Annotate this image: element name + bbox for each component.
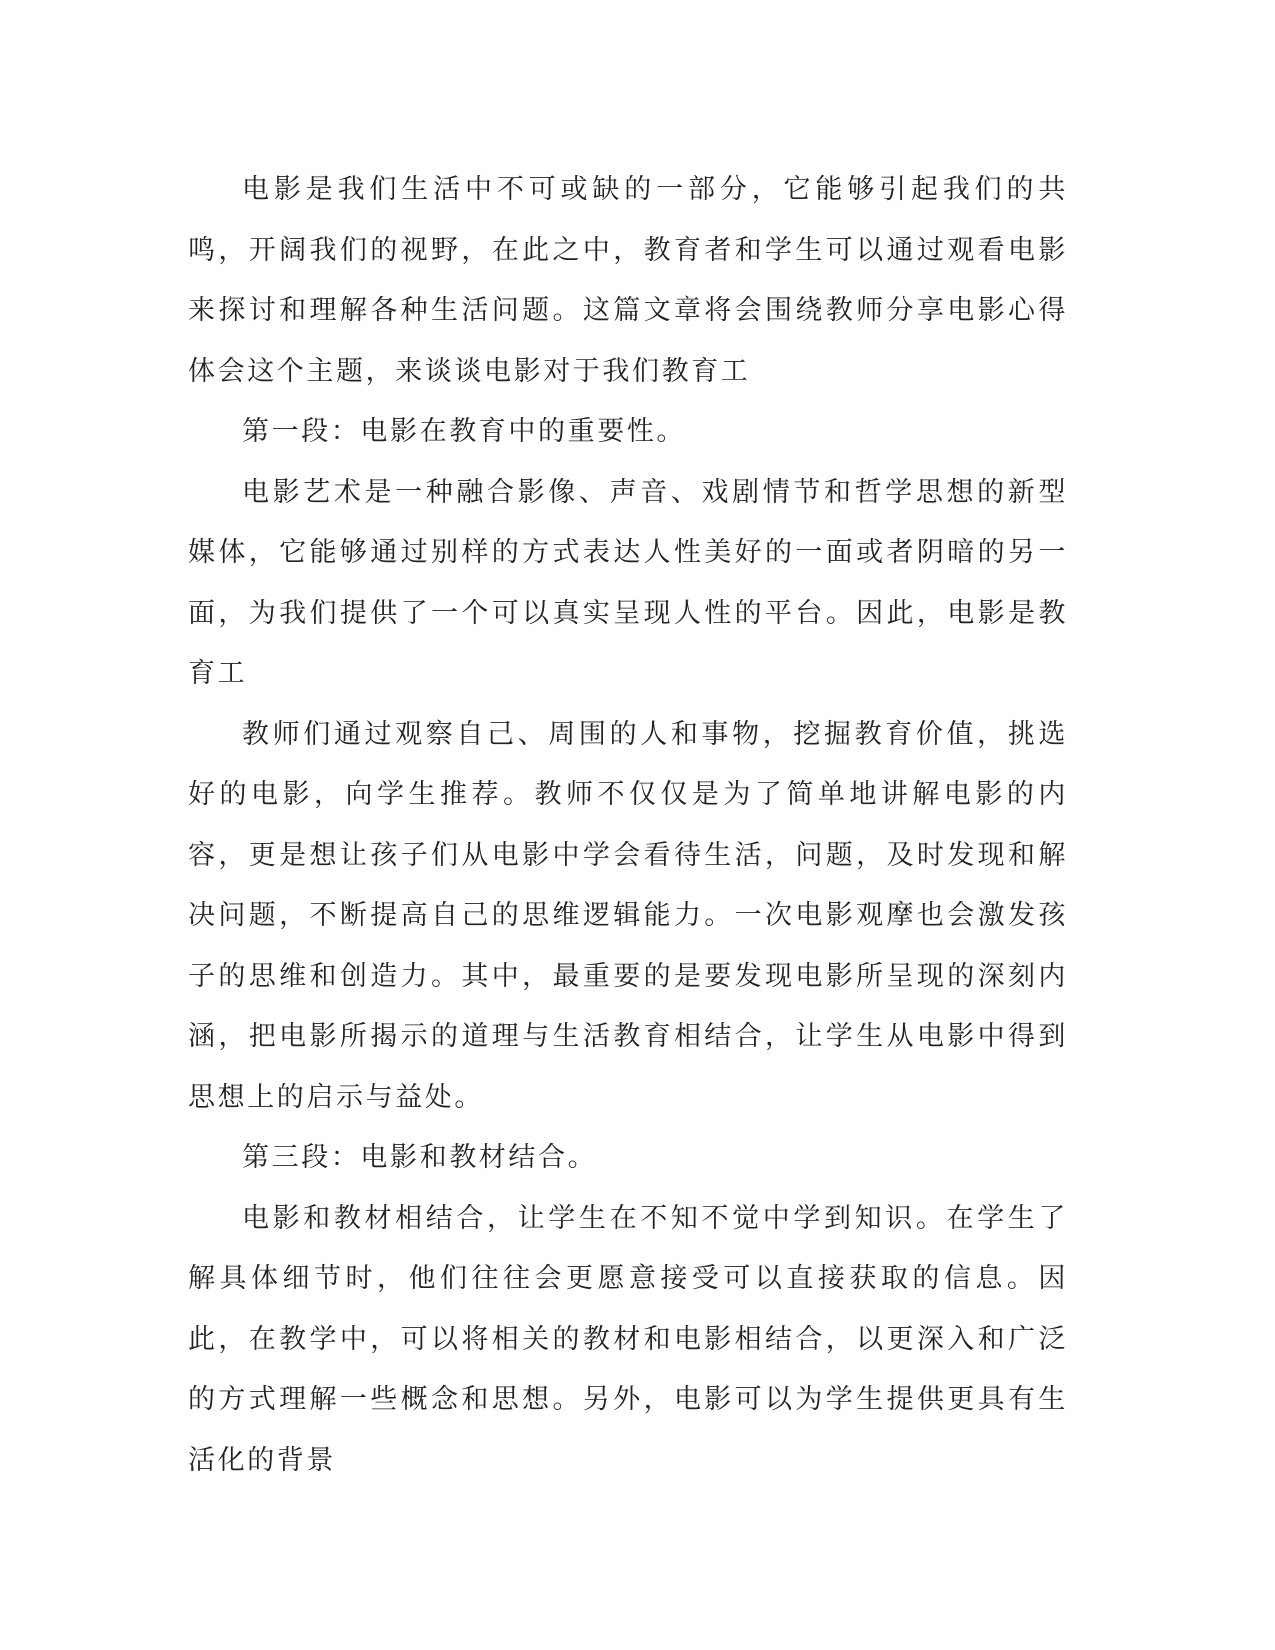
- body-paragraph: 电影和教材相结合，让学生在不知不觉中学到知识。在学生了解具体细节时，他们往往会更愿意接受可以直接获取的信息。因此，在教学中，可以将相关的教材和电影相结合，以更深入和广泛的方式理解一些概念和思想。另外，电影可以为学生提供更具有生活化的背景: [188, 1202, 1068, 1476]
- document-body: [188, 160, 1068, 1491]
- body-paragraph: 电影艺术是一种融合影像、声音、戏剧情节和哲学思想的新型媒体，它能够通过别样的方式表达人性美好的一面或者阴暗的另一面，为我们提供了一个可以真实呈现人性的平台。因此，电影是教育工: [188, 476, 1068, 689]
- section-heading-one: 第一段：电影在教育中的重要性。: [242, 416, 686, 447]
- intro-paragraph: 电影是我们生活中不可或缺的一部分，它能够引起我们的共鸣，开阔我们的视野，在此之中，教育者和学生可以通过观看电影来探讨和理解各种生活问题。这篇文章将会围绕教师分享电影心得体会这个主题，来谈谈电影对于我们教育工: [188, 174, 1068, 387]
- body-paragraph: 教师们通过观察自己、周围的人和事物，挖掘教育价值，挑选好的电影，向学生推荐。教师不仅仅是为了简单地讲解电影的内容，更是想让孩子们从电影中学会看待生活，问题，及时发现和解决问题，不断提高自己的思维逻辑能力。一次电影观摩也会激发孩子的思维和创造力。其中，最重要的是要发现电影所呈现的深刻内涵，把电影所揭示的道理与生活教育相结合，让学生从电影中得到思想上的启示与益处。: [188, 718, 1068, 1113]
- section-heading-three: 第三段：电影和教材结合。: [242, 1142, 598, 1173]
